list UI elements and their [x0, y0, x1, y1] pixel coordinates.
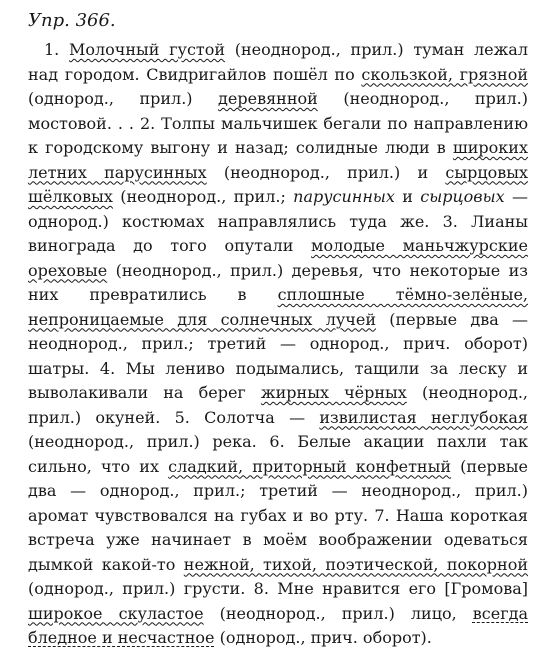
text-run: (неоднород., прил.) мостовой. . . 2. Толпы мальчишек бегали по направлению к городскому выгону и назад; солидные люди в [28, 89, 528, 157]
text-run: (однород., прич. оборот). [214, 628, 432, 647]
italic-word: парусинных [293, 187, 395, 206]
text-run: (однород., прил.) [28, 89, 219, 108]
italic-word: сырцовых [420, 187, 505, 206]
underlined-attribute-group: сладкий, приторный конфетный [168, 456, 451, 476]
underlined-attribute-group: жирных чёрных [260, 383, 407, 402]
text-run: (неоднород., прил.; [112, 187, 294, 206]
text-run: (неоднород., прил.) река. 6. Белые акации пахли так сильно, что их [28, 432, 528, 476]
text-run: (неоднород., прил.) деревья, что некоторые из них превратились в [28, 260, 528, 304]
text-run: (первые два — неоднород., прил.; третий — однород., прич. оборот) шатры. 4. Мы лениво подымались, тащили за леску и выволакивали на берег [28, 309, 528, 402]
text-run: (первые два — однород., прил.; третий — неоднород., прил.) аромат чувствовался на губах и во рту. 7. Наша короткая встреча уже начинает в моём воображении одеваться дымкой какой-то [28, 456, 528, 574]
underlined-attribute-group: скользкой, грязной [361, 64, 528, 84]
text-run: (неоднород., прил.) лицо, [203, 603, 473, 623]
text-run: 1. [44, 40, 69, 59]
text-run: — однород.) костюмах направлялись туда же. 3. Лианы винограда до того опутали [28, 187, 528, 255]
text-run: и [394, 187, 421, 206]
underlined-attribute-group: молодые маньчжурские ореховые [28, 236, 529, 280]
underlined-attribute-group: нежной, тихой, поэтической, покорной [183, 554, 529, 574]
text-run: (неоднород., прил.) и [206, 162, 446, 182]
exercise-answer-text [28, 38, 528, 651]
textbook-page [28, 8, 528, 651]
underlined-attribute-group: деревянной [218, 89, 318, 108]
exercise-heading: Упр. 366. [28, 10, 116, 31]
underlined-attribute-group: широкое скуластое [28, 603, 204, 623]
underlined-attribute-group: широких летних парусинных [28, 138, 528, 182]
underlined-attribute-group: извилистая неглубокая [319, 407, 528, 427]
text-run: (неоднород., прил.) туман лежал над городом. Свидригайлов пошёл по [28, 40, 528, 84]
underlined-attribute-group: сырцовых шёлковых [28, 162, 529, 206]
text-run: (неоднород., прил.) окуней. 5. Солотча — [28, 383, 528, 427]
underlined-attribute-group: сплошные тёмно-зелёные, непроницаемые для солнечных лучей [28, 285, 529, 329]
text-run: (однород., прил.) грусти. 8. Мне нравится его [Громова] [28, 579, 528, 598]
underlined-participle-phrase: всегда бледное и несчастное [28, 603, 529, 647]
underlined-attribute-group: Молочный густой [68, 40, 226, 59]
